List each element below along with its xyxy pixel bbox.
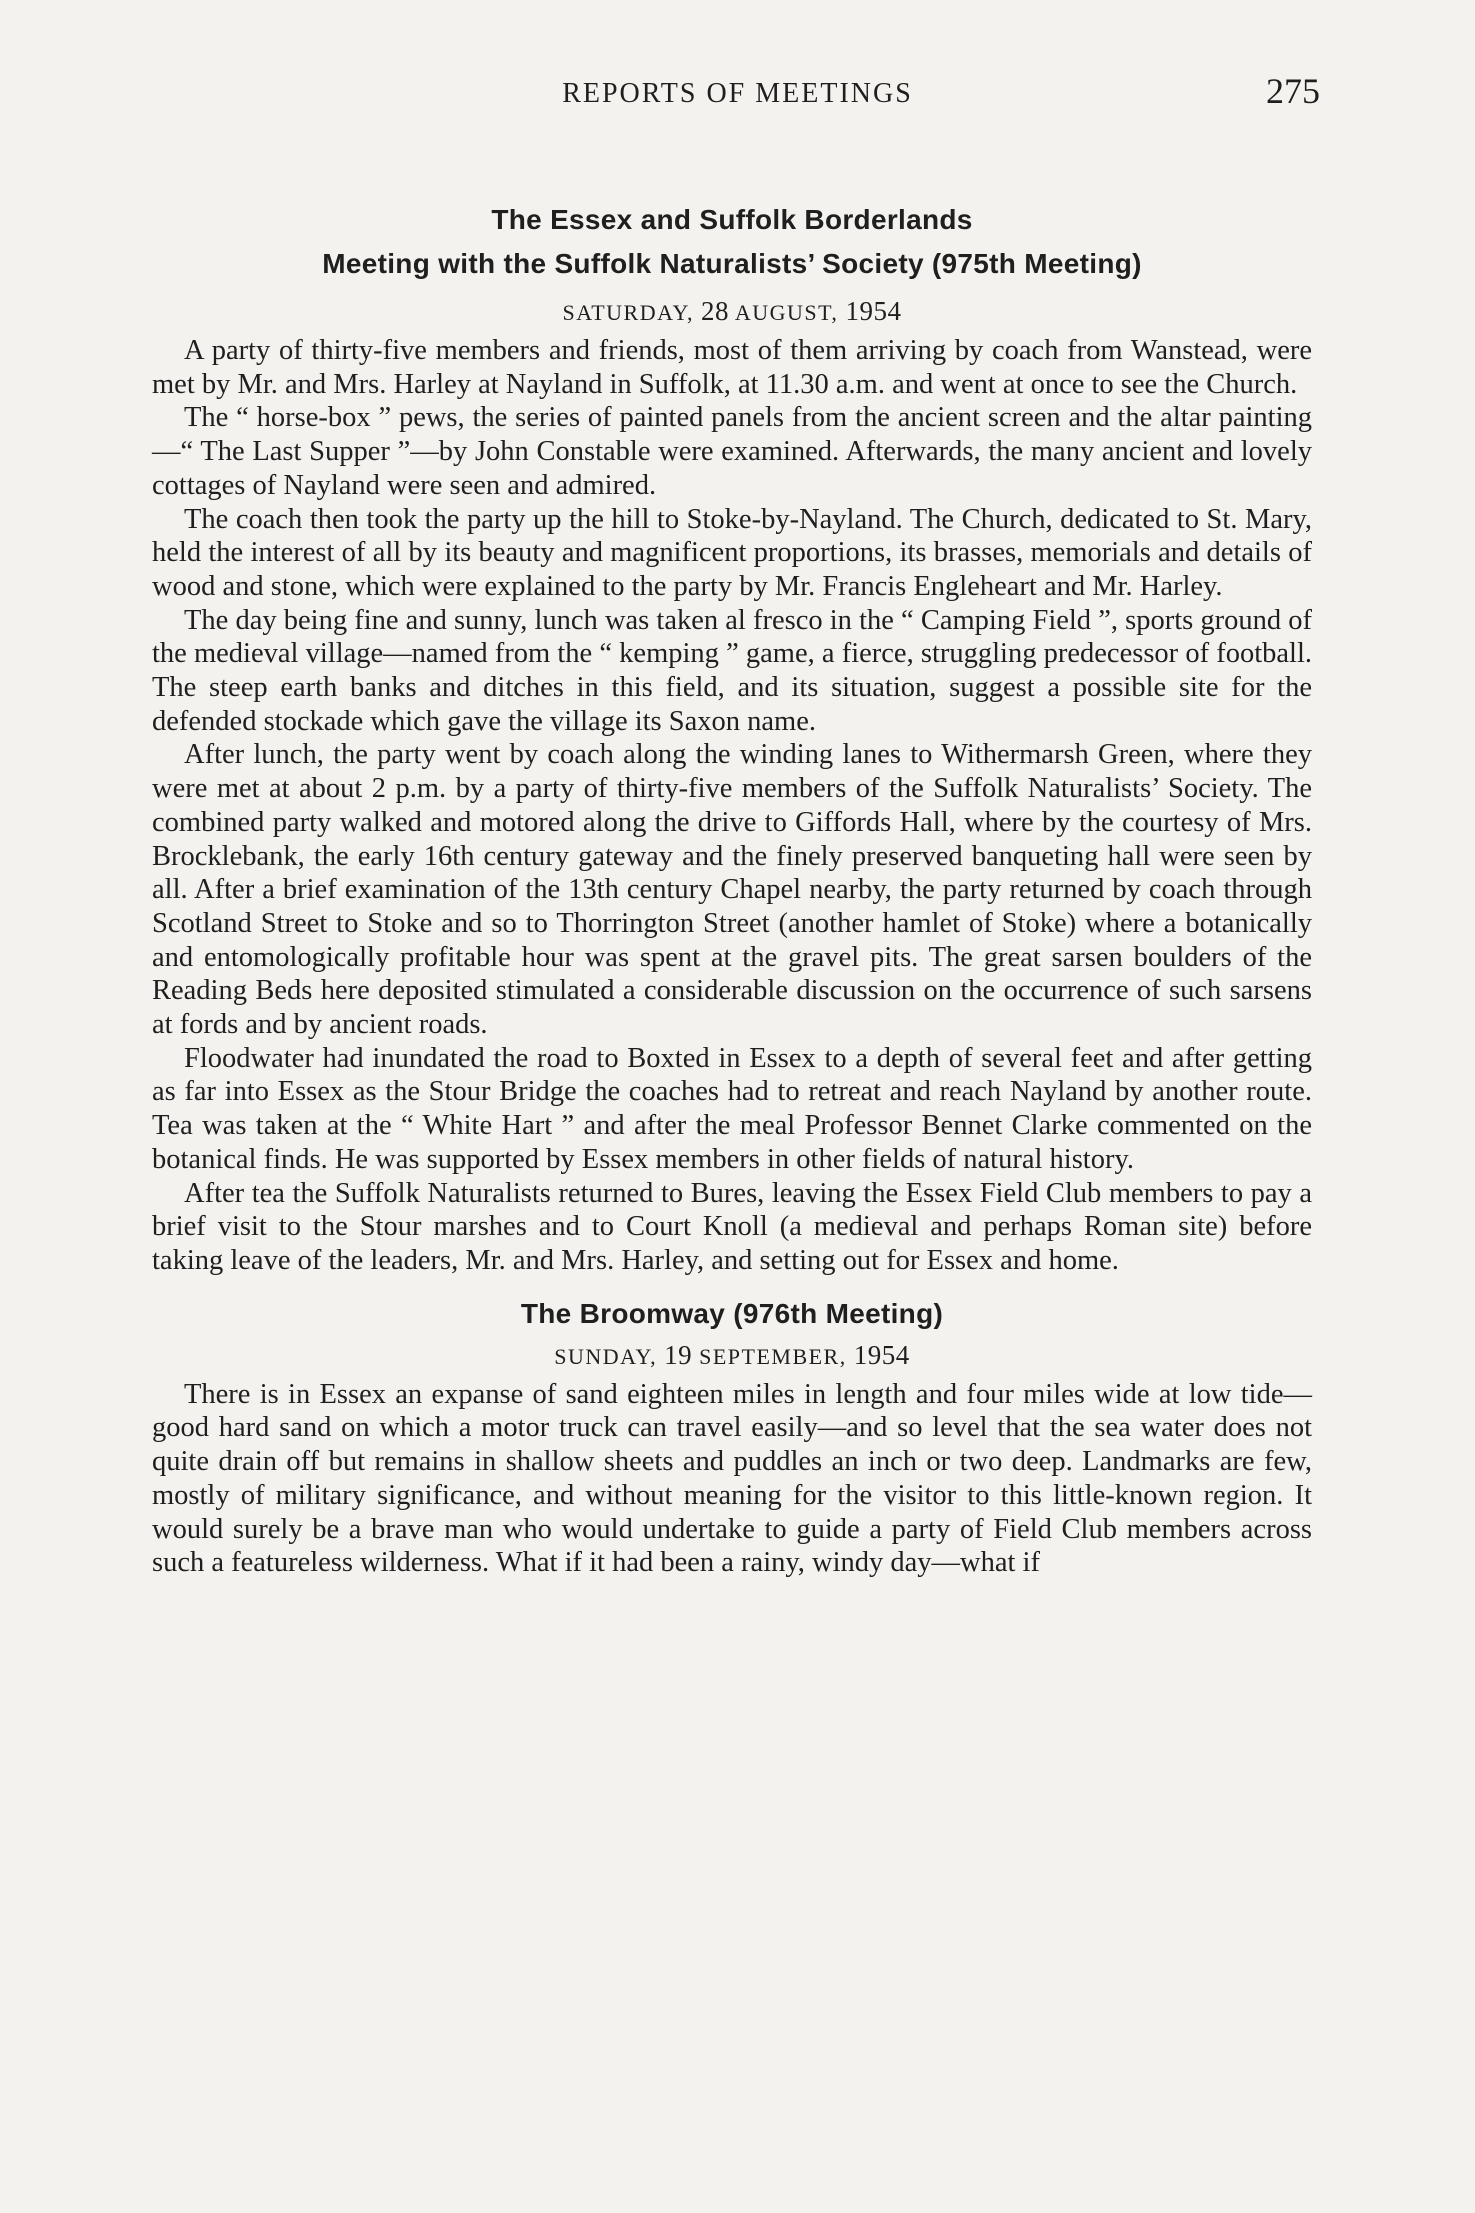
running-header xyxy=(0,70,1475,120)
date-year: 1954 xyxy=(853,1339,910,1370)
date-day: SUNDAY, xyxy=(554,1343,658,1369)
page-number: 275 xyxy=(1266,71,1320,111)
meeting-975-date xyxy=(152,296,1312,328)
meeting-976-date xyxy=(152,1340,1312,1372)
paragraph: The coach then took the party up the hill to Stoke-by-Nayland. The Church, dedicated to St. Mary, held the interest of all by its beauty and magnificent proportions, its brasses, memorials and details of wood and stone, which were explained to the party by Mr. Francis Engleheart and Mr. Harley. xyxy=(152,503,1312,602)
paragraph: A party of thirty-five members and friends, most of them arriving by coach from Wanstead, were met by Mr. and Mrs. Harley at Nayland in Suffolk, at 11.30 a.m. and went at once to see the Church. xyxy=(152,335,1312,400)
date-month: SEPTEMBER, xyxy=(699,1343,847,1369)
date-year: 1954 xyxy=(845,296,902,326)
meeting-976-title: The Broomway (976th Meeting) xyxy=(520,1297,944,1329)
date-day: SATURDAY, xyxy=(562,300,695,325)
meeting-975-section xyxy=(152,198,1312,1278)
running-title: REPORTS OF MEETINGS xyxy=(562,78,913,109)
date-number: 19 xyxy=(664,1339,693,1370)
paragraph: There is in Essex an expanse of sand eighteen miles in length and four miles wide at low tide—good hard sand on which a motor truck can travel easily—and so level that the sea water does not quite drain off but remains in shallow sheets and puddles an inch or two deep. Landmarks are few, mostly of military significance, and without meaning for the visitor to this little-known region. It would surely be a brave man who would undertake to guide a party of Field Club members across such a featureless wilderness. What if it had been a rainy, windy day—what if xyxy=(152,1378,1312,1579)
date-number: 28 xyxy=(701,296,730,326)
date-month: AUGUST, xyxy=(734,300,839,325)
paragraph: The “ horse-box ” pews, the series of painted panels from the ancient screen and the altar painting—“ The Last Supper ”—by John Constable were examined. Afterwards, the many ancient and lovely cottages of Nayland were seen and admired. xyxy=(152,402,1312,501)
meeting-975-title: The Essex and Suffolk Borderlands xyxy=(491,204,973,235)
page-content xyxy=(152,198,1312,1580)
meeting-976-section xyxy=(152,1292,1312,1580)
meeting-975-subtitle: Meeting with the Suffolk Naturalists’ Society (975th Meeting) xyxy=(322,248,1142,279)
paragraph: Floodwater had inundated the road to Boxted in Essex to a depth of several feet and after getting as far into Essex as the Stour Bridge the coaches had to retreat and reach Nayland by another route. Tea was taken at the “ White Hart ” and after the meal Professor Bennet Clarke commented on the botanical finds. He was supported by Essex members in other fields of natural history. xyxy=(152,1042,1312,1175)
paragraph: After tea the Suffolk Naturalists returned to Bures, leaving the Essex Field Club members to pay a brief visit to the Stour marshes and to Court Knoll (a medieval and perhaps Roman site) before taking leave of the leaders, Mr. and Mrs. Harley, and setting out for Essex and home. xyxy=(152,1177,1312,1276)
paragraph: The day being fine and sunny, lunch was taken al fresco in the “ Camping Field ”, sports ground of the medieval village—named from the “ kemping ” game, a fierce, struggling predecessor of football. The steep earth banks and ditches in this field, and its situation, suggest a possible site for the defended stockade which gave the village its Saxon name. xyxy=(152,604,1312,737)
paragraph: After lunch, the party went by coach along the winding lanes to Withermarsh Green, where they were met at about 2 p.m. by a party of thirty-five members of the Suffolk Naturalists’ Society. The combined party walked and motored along the drive to Giffords Hall, where by the courtesy of Mrs. Brocklebank, the early 16th century gateway and the finely preserved banqueting hall were seen by all. After a brief examination of the 13th century Chapel nearby, the party returned by coach through Scotland Street to Stoke and so to Thorrington Street (another hamlet of Stoke) where a botanically and entomologically profitable hour was spent at the gravel pits. The great sarsen boulders of the Reading Beds here deposited stimulated a considerable discussion on the occurrence of such sarsens at fords and by ancient roads. xyxy=(152,739,1312,1041)
